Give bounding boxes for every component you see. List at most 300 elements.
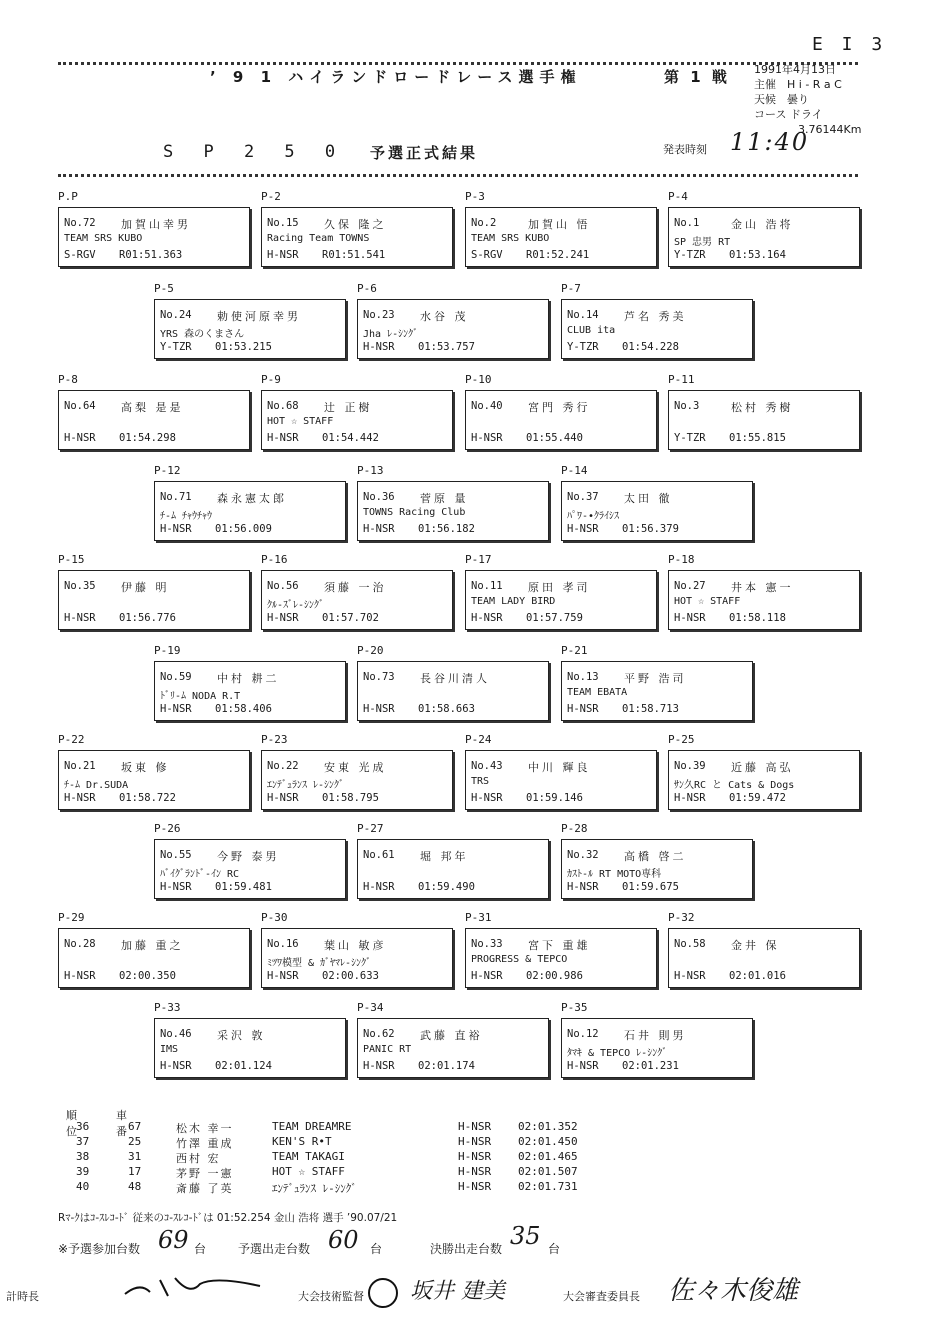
rider-name: 井本 憲一 [731,581,794,594]
car-number: No.40 [471,400,503,412]
grid-card [261,390,453,450]
number-cell: 17 [128,1165,142,1178]
machine: H-NSR [64,432,96,444]
time-cell: 02:01.731 [518,1180,578,1193]
lap-time: R01:52.241 [526,249,590,261]
grid-card [154,661,346,721]
team-name: HOT ☆ STAFF [267,416,334,427]
lap-time: 01:53.215 [215,341,272,353]
grid-position-label: P-35 [561,1001,588,1014]
team-name: ﾊﾟﾜ-•ｸﾗｲｼｽ [567,511,620,522]
grid-position-label: P-22 [58,733,85,746]
rider-name: 太田 徹 [624,492,673,505]
rank-cell: 39 [76,1165,90,1178]
machine-cell: H-NSR [458,1165,492,1178]
team-name: TOWNS Racing Club [363,507,466,518]
page-mark: E I 3 [812,34,887,55]
team-name: ﾊﾞｲｸﾞﾗﾝﾄﾞ-ｲﾝ RC [160,869,240,880]
rider-cell: 松木 幸一 [176,1122,234,1135]
rider-name: 中村 耕二 [217,672,280,685]
machine: H-NSR [567,1060,599,1072]
grid-card [58,928,250,988]
time-cell: 02:01.507 [518,1165,578,1178]
entries-label: ※予選参加台数 [58,1242,141,1256]
team-name: CLUB ita [567,325,616,336]
machine-cell: H-NSR [458,1150,492,1163]
grid-position-label: P-12 [154,464,181,477]
car-number: No.55 [160,849,192,861]
final-starters-unit: 台 [548,1242,561,1256]
event-info [754,62,861,137]
event-date: 1991年4月13日 [754,63,836,76]
team-name: ｴﾝﾃﾞｭﾗﾝｽ ﾚ-ｼﾝｸﾞ [267,780,345,791]
lap-time: 01:53.164 [729,249,786,261]
rider-name: 坂東 修 [121,761,170,774]
lap-time: 01:58.722 [119,792,176,804]
event-course: コース ドライ [754,108,823,121]
grid-position-label: P-2 [261,190,281,203]
grid-position-label: P-17 [465,553,492,566]
rank-cell: 40 [76,1180,90,1193]
lap-time: 02:01.016 [729,970,786,982]
machine: Y-TZR [160,341,192,353]
time-cell: 02:01.450 [518,1135,578,1148]
grid-position-label: P-33 [154,1001,181,1014]
team-name: Racing Team TOWNS [267,233,370,244]
record-note: Rﾏ-ｸはｺ-ｽﾚｺ-ﾄﾞ 従来のｺ-ｽﾚｺ-ﾄﾞは 01:52.254 金山 浩将 選手 ’90.07/21 [58,1212,398,1224]
grid-card [357,661,549,721]
rider-name: 高梨 是是 [121,401,184,414]
rider-name: 宮下 重雄 [528,939,591,952]
grid-card [465,928,657,988]
grid-card [58,570,250,630]
rider-name: 原田 孝司 [528,581,591,594]
grid-position-label: P-9 [261,373,281,386]
lap-time: R01:51.363 [119,249,183,261]
grid-card [561,839,753,899]
qual-starters-value: 60 [328,1226,359,1254]
grid-position-label: P-3 [465,190,485,203]
car-number: No.21 [64,760,96,772]
team-cell: TEAM TAKAGI [272,1150,345,1163]
machine: H-NSR [674,612,706,624]
rider-name: 長谷川清人 [420,672,490,685]
car-number: No.33 [471,938,503,950]
grid-card [154,481,346,541]
car-number: No.59 [160,671,192,683]
grid-card [261,570,453,630]
grid-position-label: P-16 [261,553,288,566]
machine: H-NSR [567,523,599,535]
rank-cell: 38 [76,1150,90,1163]
number-cell: 31 [128,1150,142,1163]
rider-name: 須藤 一治 [324,581,387,594]
rank-cell: 37 [76,1135,90,1148]
machine: H-NSR [363,341,395,353]
lap-time: 01:55.815 [729,432,786,444]
car-number: No.58 [674,938,706,950]
lap-time: 02:00.986 [526,970,583,982]
time-cell: 02:01.465 [518,1150,578,1163]
top-rule [58,62,858,65]
machine: H-NSR [160,1060,192,1072]
grid-position-label: P-6 [357,282,377,295]
rider-name: 采沢 敦 [217,1029,266,1042]
rider-name: 辻 正樹 [324,401,373,414]
tech-director-signature: 坂井 建美 [410,1279,505,1304]
car-number: No.13 [567,671,599,683]
car-number: No.23 [363,309,395,321]
car-number: No.27 [674,580,706,592]
car-number: No.1 [674,217,700,229]
rider-cell: 茅野 一憲 [176,1167,234,1180]
lap-time: 02:01.231 [622,1060,679,1072]
lap-time: 01:58.795 [322,792,379,804]
car-number: No.35 [64,580,96,592]
machine: S-RGV [64,249,96,261]
lap-time: R01:51.541 [322,249,386,261]
lap-time: 01:59.146 [526,792,583,804]
grid-position-label: P-23 [261,733,288,746]
machine: H-NSR [674,792,706,804]
car-number: No.16 [267,938,299,950]
steward-signature: 佐々木俊雄 [668,1276,799,1306]
lap-time: 01:58.713 [622,703,679,715]
machine: H-NSR [267,432,299,444]
team-name: PROGRESS & TEPCO [471,954,568,965]
event-weather: 天候 曇り [754,93,809,106]
grid-card [668,750,860,810]
lap-time: 01:53.757 [418,341,475,353]
team-name: ｶｽﾄ-ﾙ RT MOTO専科 [567,869,662,880]
lap-time: 01:55.440 [526,432,583,444]
grid-position-label: P-34 [357,1001,384,1014]
grid-position-label: P.P [58,190,78,203]
team-name: ｻﾝ久RC と Cats & Dogs [674,780,795,791]
rank-cell: 36 [76,1120,90,1133]
machine: H-NSR [160,703,192,715]
grid-card [668,390,860,450]
grid-card [261,928,453,988]
car-number: No.64 [64,400,96,412]
rider-name: 金山 浩将 [731,218,794,231]
machine: H-NSR [471,792,503,804]
grid-position-label: P-7 [561,282,581,295]
car-number: No.62 [363,1028,395,1040]
machine-cell: H-NSR [458,1120,492,1133]
grid-position-label: P-14 [561,464,588,477]
rider-name: 高橋 啓二 [624,850,687,863]
lap-time: 01:56.182 [418,523,475,535]
grid-position-label: P-11 [668,373,695,386]
team-name: TEAM LADY BIRD [471,596,556,607]
grid-position-label: P-15 [58,553,85,566]
grid-card [357,299,549,359]
rider-name: 武藤 直裕 [420,1029,483,1042]
lap-time: 01:58.118 [729,612,786,624]
car-number: No.11 [471,580,503,592]
machine: H-NSR [267,792,299,804]
number-cell: 48 [128,1180,142,1193]
machine: H-NSR [64,970,96,982]
team-name: IMS [160,1044,179,1055]
lap-time: 02:01.174 [418,1060,475,1072]
lap-time: 01:56.379 [622,523,679,535]
lap-time: 02:01.124 [215,1060,272,1072]
rider-name: 森永憲太郎 [217,492,287,505]
grid-card [668,570,860,630]
grid-position-label: P-19 [154,644,181,657]
team-name: ﾁ-ﾑ Dr.SUDA [64,780,129,791]
timekeeper-signature-icon [120,1272,270,1306]
grid-position-label: P-32 [668,911,695,924]
grid-card [561,481,753,541]
machine: H-NSR [471,432,503,444]
car-number: No.43 [471,760,503,772]
grid-card [261,750,453,810]
header-rule [58,174,858,177]
grid-position-label: P-10 [465,373,492,386]
team-name: ﾄﾞﾘ-ﾑ NODA R.T [160,691,241,702]
grid-position-label: P-27 [357,822,384,835]
grid-card [357,839,549,899]
car-number: No.28 [64,938,96,950]
car-number: No.72 [64,217,96,229]
grid-card [561,299,753,359]
team-name: SP 忠男 RT [674,237,731,248]
machine: H-NSR [267,970,299,982]
rider-cell: 斎藤 了英 [176,1182,234,1195]
grid-card [668,207,860,267]
car-number: No.71 [160,491,192,503]
team-cell: KEN'S R•T [272,1135,332,1148]
rider-name: 平野 浩司 [624,672,687,685]
car-number: No.12 [567,1028,599,1040]
grid-card [465,207,657,267]
rider-name: 勅使河原幸男 [217,310,301,323]
grid-position-label: P-30 [261,911,288,924]
team-name: ﾐﾂﾜ模型 & ｶﾞﾔﾏﾚ-ｼﾝｸﾞ [267,958,372,969]
number-header: 車番 [116,1109,127,1138]
lap-time: 01:57.759 [526,612,583,624]
event-organizer: 主催 H i - R a C [754,78,842,91]
machine: Y-TZR [567,341,599,353]
rider-name: 今野 泰男 [217,850,280,863]
tech-director-label: 大会技術監督 [298,1290,364,1303]
grid-card [465,570,657,630]
team-name: PANIC RT [363,1044,412,1055]
grid-position-label: P-20 [357,644,384,657]
class-name: S P 2 5 0 [163,142,346,162]
grid-position-label: P-24 [465,733,492,746]
seal-icon [368,1278,398,1308]
machine: H-NSR [160,523,192,535]
lap-time: 01:58.406 [215,703,272,715]
grid-position-label: P-8 [58,373,78,386]
team-cell: ｴﾝﾃﾞｭﾗﾝｽ ﾚ-ｼﾝｸﾞ [272,1182,357,1195]
number-cell: 67 [128,1120,142,1133]
machine: S-RGV [471,249,503,261]
grid-position-label: P-29 [58,911,85,924]
grid-card [58,207,250,267]
grid-card [58,750,250,810]
grid-position-label: P-31 [465,911,492,924]
rider-name: 葉山 敏彦 [324,939,387,952]
machine: H-NSR [567,881,599,893]
rider-cell: 竹澤 重成 [176,1137,234,1150]
lap-time: 01:54.298 [119,432,176,444]
team-cell: HOT ☆ STAFF [272,1165,345,1178]
rider-name: 金井 保 [731,939,780,952]
number-cell: 25 [128,1135,142,1148]
qual-starters-unit: 台 [370,1242,383,1256]
grid-card [668,928,860,988]
team-name: TEAM SRS KUBO [471,233,550,244]
rider-name: 加藤 重之 [121,939,184,952]
machine: H-NSR [363,881,395,893]
rider-name: 加賀山幸男 [121,218,191,231]
machine: H-NSR [64,792,96,804]
car-number: No.2 [471,217,497,229]
machine: Y-TZR [674,249,706,261]
timekeeper-label: 計時長 [6,1290,39,1303]
grid-position-label: P-13 [357,464,384,477]
car-number: No.14 [567,309,599,321]
announce-time: 11:40 [730,128,810,156]
machine: Y-TZR [674,432,706,444]
rider-name: 近藤 高弘 [731,761,794,774]
machine: H-NSR [363,523,395,535]
team-cell: TEAM DREAMRE [272,1120,352,1133]
lap-time: 01:59.490 [418,881,475,893]
rider-name: 宮門 秀行 [528,401,591,414]
lap-time: 01:59.675 [622,881,679,893]
grid-card [357,481,549,541]
grid-card [465,750,657,810]
car-number: No.37 [567,491,599,503]
team-name: Jha ﾚ-ｼﾝｸﾞ [363,329,419,340]
grid-card [357,1018,549,1078]
machine: H-NSR [363,1060,395,1072]
grid-position-label: P-5 [154,282,174,295]
team-name: ｸﾙ-ｽﾞﾚ-ｼﾝｸﾞ [267,600,325,611]
team-name: HOT ☆ STAFF [674,596,741,607]
team-name: ﾀﾏｷ & TEPCO ﾚ-ｼﾝｸﾞ [567,1048,668,1059]
lap-time: 01:56.009 [215,523,272,535]
lap-time: 02:00.350 [119,970,176,982]
grid-card [154,839,346,899]
car-number: No.56 [267,580,299,592]
team-name: YRS 森のくまさん [160,329,245,340]
lap-time: 01:56.776 [119,612,176,624]
rider-name: 久保 隆之 [324,218,387,231]
grid-position-label: P-18 [668,553,695,566]
car-number: No.68 [267,400,299,412]
machine-cell: H-NSR [458,1180,492,1193]
machine: H-NSR [674,970,706,982]
lap-time: 01:59.481 [215,881,272,893]
lap-time: 01:57.702 [322,612,379,624]
lap-time: 02:00.633 [322,970,379,982]
car-number: No.61 [363,849,395,861]
team-name: TRS [471,776,490,787]
rider-name: 菅原 量 [420,492,469,505]
grid-card [154,1018,346,1078]
event-distance: 3.76144Km [798,123,862,136]
grid-card [465,390,657,450]
rider-name: 加賀山 悟 [528,218,591,231]
car-number: No.32 [567,849,599,861]
grid-position-label: P-28 [561,822,588,835]
entries-value: 69 [158,1226,189,1254]
car-number: No.24 [160,309,192,321]
machine: H-NSR [471,970,503,982]
final-starters-label: 決勝出走台数 [430,1242,503,1256]
rider-name: 水谷 茂 [420,310,469,323]
car-number: No.46 [160,1028,192,1040]
final-starters-value: 35 [510,1222,541,1250]
machine: H-NSR [363,703,395,715]
grid-card [561,661,753,721]
lap-time: 01:54.228 [622,341,679,353]
time-cell: 02:01.352 [518,1120,578,1133]
lap-time: 01:59.472 [729,792,786,804]
car-number: No.73 [363,671,395,683]
car-number: No.39 [674,760,706,772]
lap-time: 01:54.442 [322,432,379,444]
document-title: ’ 9 1 ハイランドロードレース選手権 [210,68,582,86]
grid-card [154,299,346,359]
machine: H-NSR [471,612,503,624]
machine: H-NSR [64,612,96,624]
rider-name: 中川 輝良 [528,761,591,774]
car-number: No.15 [267,217,299,229]
grid-card [261,207,453,267]
machine: H-NSR [267,249,299,261]
team-name: ﾁ-ﾑ ﾁｬｳﾁｬｳ [160,511,213,522]
car-number: No.22 [267,760,299,772]
machine: H-NSR [267,612,299,624]
rider-name: 松村 秀樹 [731,401,794,414]
round-label: 第 1 戦 [664,68,730,86]
steward-label: 大会審査委員長 [563,1290,640,1303]
car-number: No.36 [363,491,395,503]
qual-starters-label: 予選出走台数 [238,1242,311,1256]
grid-position-label: P-26 [154,822,181,835]
machine: H-NSR [567,703,599,715]
rider-name: 伊藤 明 [121,581,170,594]
team-name: TEAM EBATA [567,687,628,698]
grid-position-label: P-4 [668,190,688,203]
car-number: No.3 [674,400,700,412]
machine: H-NSR [160,881,192,893]
rider-cell: 西村 宏 [176,1152,221,1165]
grid-card [561,1018,753,1078]
rider-name: 堀 邦年 [420,850,469,863]
result-title: 予選正式結果 [370,144,479,162]
team-name: TEAM SRS KUBO [64,233,143,244]
grid-card [58,390,250,450]
grid-position-label: P-25 [668,733,695,746]
lap-time: 01:58.663 [418,703,475,715]
entries-unit: 台 [194,1242,207,1256]
rider-name: 石井 則男 [624,1029,687,1042]
rider-name: 芦名 秀美 [624,310,687,323]
rank-header: 順位 [66,1109,77,1138]
announce-label: 発表時刻 [663,143,707,156]
rider-name: 安東 光成 [324,761,387,774]
grid-position-label: P-21 [561,644,588,657]
